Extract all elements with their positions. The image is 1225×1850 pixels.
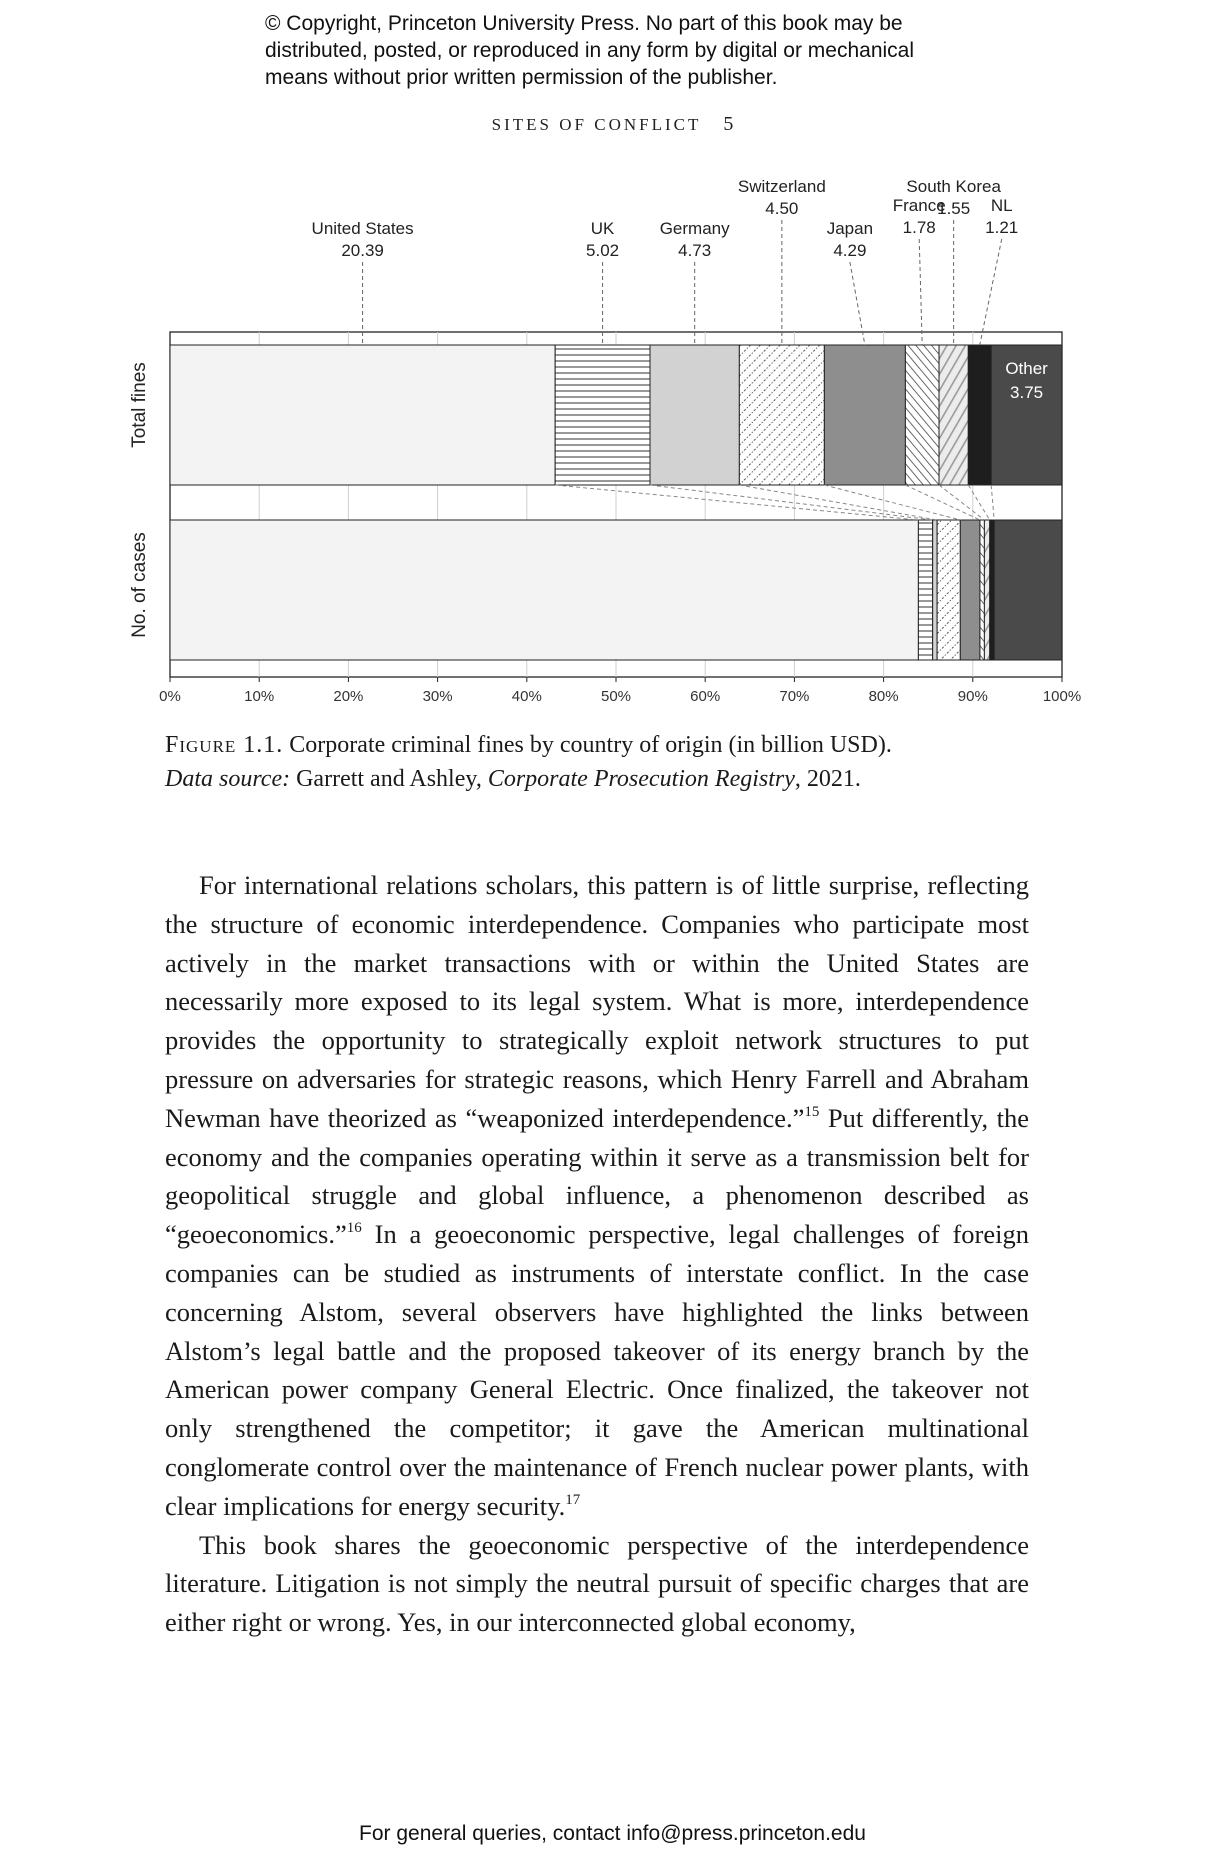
fines-value-label: 1.78: [902, 218, 936, 237]
category-label: UK: [590, 219, 615, 238]
copyright-line: distributed, posted, or reproduced in any form by digital or mechanical: [265, 39, 915, 62]
paragraph-text: For international relations scholars, this pattern is of little surprise, reflecting the structure of economic interdependence. Companies who participate most actively in the market transactions with or within the United States are necessarily more exposed to its legal system. What is more, interdependence provides the opportunity to strategically exploit network structures to put pressure on adversaries for strategic reasons, which Henry Farrell and Abraham Newman have theorized as “weaponized interdependence.”: [165, 870, 1029, 1133]
paragraph-text: In a geoeconomic perspective, legal challenges of foreign companies can be studied as instruments of interstate conflict. In the case concerning Alstom, several observers have highlighted the links between Alstom’s legal battle and the proposed takeover of its energy branch by the American power company General Electric. Once finalized, the takeover not only strengthened the competitor; it gave the American multinational conglomerate control over the maintenance of French nuclear power plants, with clear implications for energy security.: [165, 1219, 1029, 1521]
copyright-line: means without prior written permission of the publisher.: [265, 66, 778, 89]
paragraph: [165, 866, 1029, 1526]
bar-segment-south-korea-cases: [984, 520, 989, 660]
bar-segment-germany-fines: [650, 345, 739, 485]
bar-segment-japan-cases: [960, 520, 980, 660]
bar-segment-germany-cases: [933, 520, 937, 660]
category-label: Other: [1005, 359, 1048, 378]
data-source-year: , 2021.: [794, 766, 861, 792]
category-label: Germany: [659, 219, 730, 238]
connector-line: [555, 485, 918, 520]
connector-line: [824, 485, 960, 520]
bar-segment-switzerland-cases: [937, 520, 960, 660]
bar-segment-south-korea-fines: [939, 345, 968, 485]
fines-value-label: 1.55: [937, 199, 971, 218]
x-tick-label: 50%: [600, 688, 632, 705]
x-tick-label: 10%: [244, 688, 275, 705]
fines-value-label: 5.02: [586, 241, 620, 260]
data-source-authors: Garrett and Ashley,: [290, 766, 488, 792]
category-label: Japan: [826, 219, 874, 238]
running-head: [0, 113, 1225, 136]
bar-segment-nl-cases: [990, 520, 994, 660]
paragraph: [165, 1526, 1029, 1642]
bar-segment-france-fines: [905, 345, 939, 485]
page-number: 5: [723, 113, 734, 135]
fines-value-label: 20.39: [341, 241, 384, 260]
figure-caption: [165, 728, 1065, 796]
category-label: South Korea: [906, 177, 1001, 196]
bar-segment-switzerland-fines: [739, 345, 824, 485]
bar-segment-other-cases: [994, 520, 1062, 660]
x-tick-label: 70%: [779, 688, 810, 705]
fines-chart: [0, 160, 1225, 720]
figure-label: Figure 1.1.: [165, 732, 284, 758]
copyright-notice: [265, 10, 1025, 91]
category-label: Switzerland: [737, 177, 826, 196]
category-label: United States: [311, 219, 414, 238]
data-source-label: Data source:: [165, 766, 291, 792]
connector-line: [939, 485, 984, 520]
x-tick-label: 30%: [422, 688, 453, 705]
bar-segment-united-states-cases: [170, 520, 918, 660]
leader-line: [980, 239, 1002, 345]
x-tick-label: 80%: [868, 688, 899, 705]
x-tick-label: 90%: [957, 688, 988, 705]
bar-segment-uk-cases: [918, 520, 932, 660]
connector-line: [739, 485, 937, 520]
connector-line: [905, 485, 980, 520]
y-label-no-of-cases: No. of cases: [129, 532, 150, 638]
copyright-line: © Copyright, Princeton University Press. No part of this book may be: [265, 12, 903, 35]
x-tick-label: 100%: [1042, 688, 1082, 705]
running-head-title: SITES OF CONFLICT: [491, 115, 702, 134]
bar-segment-uk-fines: [555, 345, 650, 485]
footer-contact: For general queries, contact info@press.princeton.edu: [359, 1822, 866, 1845]
connector-line: [968, 485, 989, 520]
x-tick-label: 0%: [159, 688, 181, 705]
x-tick-label: 20%: [333, 688, 364, 705]
bar-segment-japan-fines: [824, 345, 905, 485]
connector-line: [991, 485, 994, 520]
x-tick-label: 60%: [690, 688, 721, 705]
fines-value-label: 4.73: [678, 241, 712, 260]
leader-line: [919, 239, 922, 345]
paragraph-text: Put differently, the economy and the companies operating within it serve as a transmission belt for geopolitical struggle and global influence, a phenomenon described as “geoeconomics.”: [165, 1102, 1029, 1250]
data-source-title: Corporate Prosecution Registry: [487, 766, 795, 792]
fines-value-label: 4.29: [833, 241, 867, 260]
bar-segment-united-states-fines: [170, 345, 555, 485]
fines-value-label: 3.75: [1010, 383, 1044, 402]
bar-segment-france-cases: [980, 520, 984, 660]
x-tick-label: 40%: [511, 688, 542, 705]
category-label: France: [892, 196, 946, 215]
body-text: [165, 866, 1029, 1642]
y-label-total-fines: Total fines: [129, 362, 150, 448]
footnote-ref[interactable]: 17: [565, 1491, 581, 1508]
paragraph-text: This book shares the geoeconomic perspective of the interdependence literature. Litigation is not simply the neutral pursuit of specific charges that are either right or wrong. Yes, in our interconnected global economy,: [165, 1529, 1029, 1638]
bar-segment-nl-fines: [968, 345, 991, 485]
footnote-ref[interactable]: 15: [804, 1103, 820, 1120]
footnote-ref[interactable]: 16: [346, 1220, 362, 1237]
fines-value-label: 4.50: [765, 199, 799, 218]
connector-line: [650, 485, 933, 520]
figure-title: Corporate criminal fines by country of origin (in billion USD).: [283, 732, 892, 758]
category-label: NL: [990, 196, 1013, 215]
fines-value-label: 1.21: [985, 218, 1019, 237]
